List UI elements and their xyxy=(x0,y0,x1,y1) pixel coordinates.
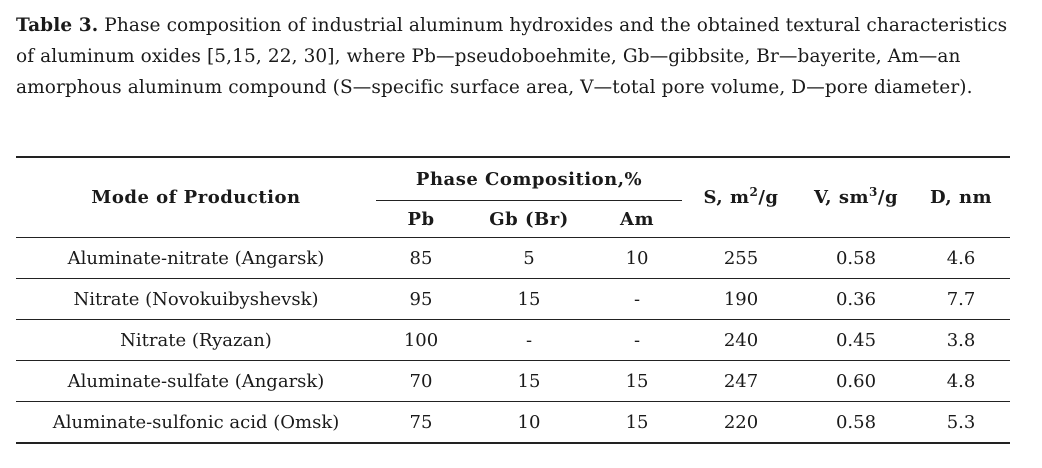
header-gb: Gb (Br) xyxy=(489,208,569,230)
cell-gb: - xyxy=(466,320,592,361)
cell-v: 0.60 xyxy=(800,361,912,402)
cell-d: 5.3 xyxy=(912,402,1010,444)
cell-s: 255 xyxy=(682,238,800,279)
cell-v: 0.58 xyxy=(800,238,912,279)
cell-am: - xyxy=(592,320,682,361)
header-phase-composition: Phase Composition,% xyxy=(376,157,682,201)
header-pore-volume-suffix: /g xyxy=(877,187,899,208)
cell-gb: 5 xyxy=(466,238,592,279)
table-row xyxy=(16,402,1010,444)
header-pore-volume-prefix: V, sm xyxy=(813,187,870,208)
header-am: Am xyxy=(620,208,655,230)
table-caption-text: Phase composition of industrial aluminum hydroxides and the obtained textural characteristics of aluminum oxides [5,15, 22, 30], where Pb—pseudoboehmite, Gb—gibbsite, Br—bayerite, Am—an amorphous aluminum compound (S—specific surface area, V—total pore volume, D—pore diameter). xyxy=(16,15,1008,98)
cell-am: 15 xyxy=(592,361,682,402)
cell-gb: 15 xyxy=(466,361,592,402)
cell-d: 4.8 xyxy=(912,361,1010,402)
cell-pb: 100 xyxy=(376,320,466,361)
cell-am: 10 xyxy=(592,238,682,279)
header-surface-area-exp: 2 xyxy=(749,185,759,199)
cell-v: 0.58 xyxy=(800,402,912,444)
cell-mode: Nitrate (Ryazan) xyxy=(16,320,376,361)
cell-gb: 15 xyxy=(466,279,592,320)
cell-mode: Nitrate (Novokuibyshevsk) xyxy=(16,279,376,320)
header-surface-area xyxy=(682,157,800,238)
cell-d: 4.6 xyxy=(912,238,1010,279)
table-caption-label: Table 3. xyxy=(16,15,99,36)
phase-composition-table xyxy=(16,156,1010,444)
header-pore-diameter: D, nm xyxy=(912,157,1010,238)
cell-s: 247 xyxy=(682,361,800,402)
cell-mode: Aluminate-nitrate (Angarsk) xyxy=(16,238,376,279)
table-row xyxy=(16,361,1010,402)
cell-am: 15 xyxy=(592,402,682,444)
cell-v: 0.45 xyxy=(800,320,912,361)
cell-s: 240 xyxy=(682,320,800,361)
cell-s: 220 xyxy=(682,402,800,444)
cell-mode: Aluminate-sulfate (Angarsk) xyxy=(16,361,376,402)
header-pb: Pb xyxy=(407,208,435,230)
cell-gb: 10 xyxy=(466,402,592,444)
header-mode: Mode of Production xyxy=(16,157,376,238)
cell-pb: 85 xyxy=(376,238,466,279)
cell-pb: 70 xyxy=(376,361,466,402)
cell-am: - xyxy=(592,279,682,320)
header-pore-volume xyxy=(800,157,912,238)
cell-d: 7.7 xyxy=(912,279,1010,320)
cell-s: 190 xyxy=(682,279,800,320)
cell-pb: 95 xyxy=(376,279,466,320)
cell-pb: 75 xyxy=(376,402,466,444)
cell-mode: Aluminate-sulfonic acid (Omsk) xyxy=(16,402,376,444)
table-row xyxy=(16,279,1010,320)
table-row xyxy=(16,320,1010,361)
cell-v: 0.36 xyxy=(800,279,912,320)
table-row xyxy=(16,238,1010,279)
table-caption xyxy=(16,10,1028,103)
header-surface-area-suffix: /g xyxy=(758,187,779,208)
header-pore-volume-exp: 3 xyxy=(869,185,878,199)
header-surface-area-prefix: S, m xyxy=(703,187,750,208)
cell-d: 3.8 xyxy=(912,320,1010,361)
